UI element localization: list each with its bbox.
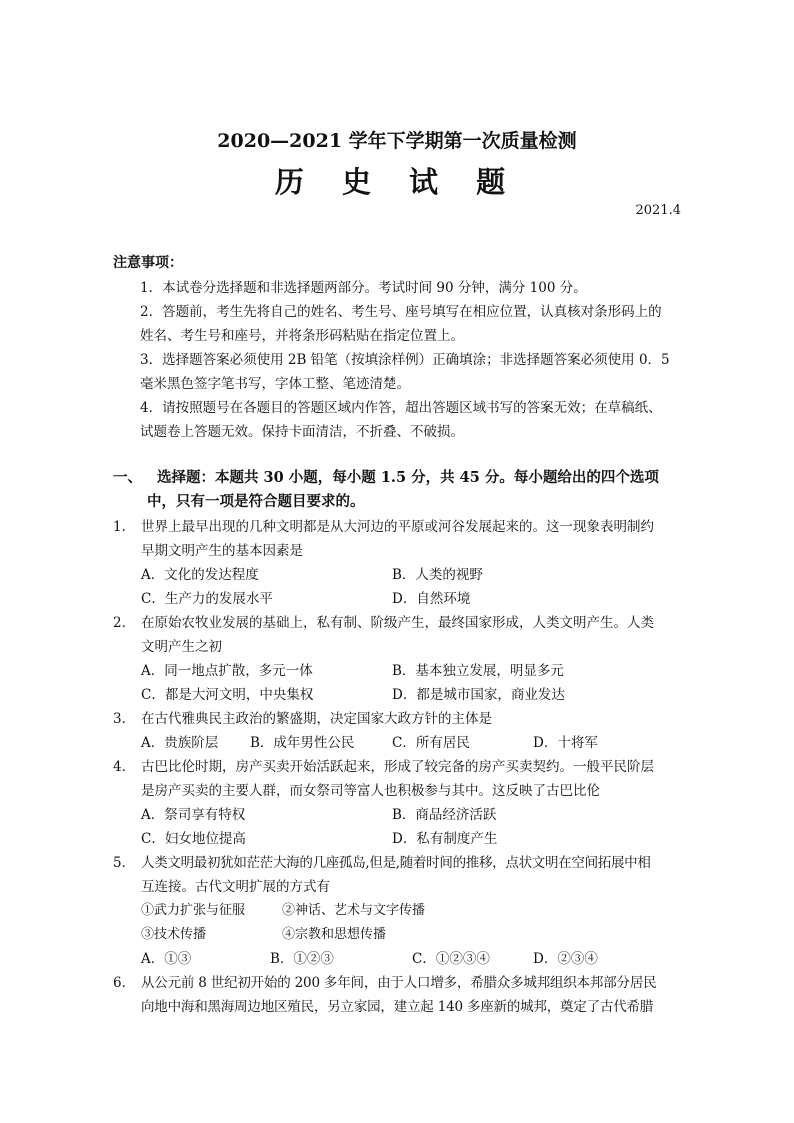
option-b: B．人类的视野 bbox=[392, 567, 483, 583]
option-d: D．②③④ bbox=[533, 951, 598, 967]
statement-4: ④宗教和思想传播 bbox=[282, 927, 387, 942]
question-number: 5． bbox=[113, 855, 136, 871]
option-d: D．自然环境 bbox=[392, 591, 471, 607]
question-stem: 从公元前 8 世纪初开始的 200 多年间，由于人口增多，希腊众多城邦组织本邦部分居民 bbox=[141, 975, 657, 991]
question-stem: 在原始农牧业发展的基础上，私有制、阶级产生，最终国家形成，人类文明产生。人类 bbox=[141, 615, 654, 631]
option-b: B．基本独立发展，明显多元 bbox=[392, 663, 564, 679]
option-c: C．都是大河文明，中央集权 bbox=[141, 687, 314, 703]
notice-line: 姓名、考生号和座号，并将条形码粘贴在指定位置上。 bbox=[140, 328, 464, 344]
option-a: A．祭司享有特权 bbox=[141, 807, 246, 823]
option-a: A．①③ bbox=[141, 951, 192, 967]
statement-2: ②神话、艺术与文字传播 bbox=[282, 903, 426, 918]
section-heading-line2: 中，只有一项是符合题目要求的。 bbox=[147, 493, 365, 510]
option-c: C．①②③④ bbox=[412, 951, 490, 967]
notice-line: 4．请按照题号在各题目的答题区域内作答，超出答题区域书写的答案无效；在草稿纸、 bbox=[140, 400, 662, 416]
option-c: C．所有居民 bbox=[392, 735, 470, 751]
question-stem: 向地中海和黑海周边地区殖民，另立家园，建立起 140 多座新的城邦，奠定了古代希腊 bbox=[141, 999, 654, 1015]
question-stem: 早期文明产生的基本因素是 bbox=[141, 543, 303, 559]
section-number: 一、 bbox=[113, 469, 142, 486]
question-stem: 互连接。古代文明扩展的方式有 bbox=[141, 879, 330, 895]
question-stem: 是房产买卖的主要人群，而女祭司等富人也积极参与其中。这反映了古巴比伦 bbox=[141, 783, 600, 799]
statement-1: ①武力扩张与征服 bbox=[141, 903, 246, 918]
section-heading-line1: 选择题：本题共 30 小题，每小题 1.5 分，共 45 分。每小题给出的四个选项 bbox=[157, 469, 659, 486]
question-stem: 人类文明最初犹如茫茫大海的几座孤岛,但是,随着时间的推移，点状文明在空间拓展中相 bbox=[141, 855, 651, 871]
option-a: A．文化的发达程度 bbox=[141, 567, 259, 583]
question-stem: 古巴比伦时期，房产买卖开始活跃起来，形成了较完备的房产买卖契约。一般平民阶层 bbox=[141, 759, 654, 775]
question-stem: 世界上最早出现的几种文明都是从大河边的平原或河谷发展起来的。这一现象表明制约 bbox=[141, 519, 654, 535]
option-a: A．贵族阶层 bbox=[141, 735, 219, 751]
question-number: 1． bbox=[113, 519, 136, 535]
question-stem: 在古代雅典民主政治的繁盛期，决定国家大政方针的主体是 bbox=[141, 711, 492, 727]
option-c: C．妇女地位提高 bbox=[141, 831, 246, 847]
notice-heading: 注意事项： bbox=[113, 255, 183, 271]
option-b: B．成年男性公民 bbox=[250, 735, 355, 751]
notice-line: 试题卷上答题无效。保持卡面清洁，不折叠、不破损。 bbox=[140, 424, 464, 440]
statement-3: ③技术传播 bbox=[141, 927, 207, 942]
option-a: A．同一地点扩散，多元一体 bbox=[141, 663, 313, 679]
notice-line: 2．答题前，考生先将自己的姓名、考生号、座号填写在相应位置，认真核对条形码上的 bbox=[140, 304, 662, 320]
question-number: 2． bbox=[113, 615, 136, 631]
option-d: D．都是城市国家，商业发达 bbox=[392, 687, 565, 703]
subject-title: 历 史 试 题 bbox=[274, 165, 520, 199]
question-stem: 文明产生之初 bbox=[141, 639, 222, 655]
question-number: 6． bbox=[113, 975, 136, 991]
option-b: B．①②③ bbox=[270, 951, 334, 967]
option-b: B．商品经济活跃 bbox=[392, 807, 497, 823]
question-number: 4． bbox=[113, 759, 136, 775]
notice-line: 3．选择题答案必须使用 2B 铅笔（按填涂样例）正确填涂；非选择题答案必须使用 0．5 bbox=[140, 352, 670, 368]
exam-date: 2021.4 bbox=[635, 203, 681, 218]
question-number: 3． bbox=[113, 711, 136, 727]
option-d: D．十将军 bbox=[533, 735, 598, 751]
option-c: C．生产力的发展水平 bbox=[141, 591, 273, 607]
exam-title: 2020—2021 学年下学期第一次质量检测 bbox=[217, 130, 577, 152]
option-d: D．私有制度产生 bbox=[392, 831, 498, 847]
notice-line: 1．本试卷分选择题和非选择题两部分。考试时间 90 分钟，满分 100 分。 bbox=[140, 280, 587, 296]
notice-line: 毫米黑色签字笔书写，字体工整、笔迹清楚。 bbox=[140, 376, 410, 392]
